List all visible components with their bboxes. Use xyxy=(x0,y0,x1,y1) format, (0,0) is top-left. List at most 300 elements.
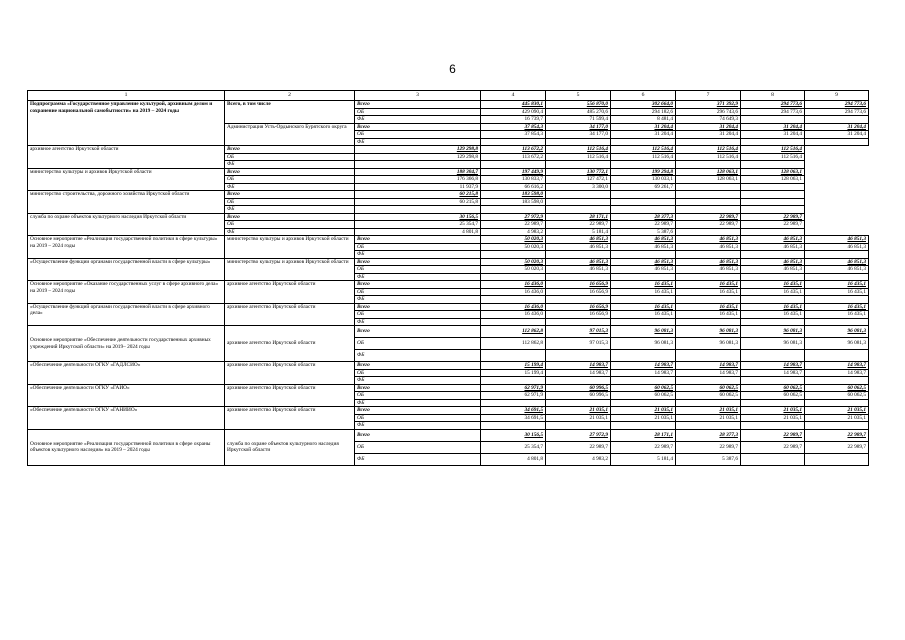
funding-source-cell: ФБ xyxy=(225,228,355,236)
header-cell: 5 xyxy=(546,91,611,101)
amount-cell: 112 516,4 xyxy=(611,153,676,161)
amount-cell: 16 435,1 xyxy=(676,288,741,296)
amount-cell: 69 261,7 xyxy=(611,183,676,191)
amount-cell: 21 035,1 xyxy=(611,407,676,415)
amount-cell: 183 598,0 xyxy=(481,198,546,206)
amount-cell: 62 971,9 xyxy=(481,384,546,392)
amount-cell: 21 035,1 xyxy=(546,407,611,415)
amount-cell xyxy=(546,377,611,385)
amount-cell: 31 204,4 xyxy=(805,131,869,139)
amount-cell: 14 983,7 xyxy=(676,369,741,377)
table-row xyxy=(28,236,869,244)
funding-source-cell: ОБ xyxy=(355,338,481,350)
amount-cell xyxy=(805,399,869,407)
amount-cell xyxy=(611,191,676,199)
program-name-cell: «Обеспечение деятельности ОГКУ «ГАИО» xyxy=(28,384,225,407)
program-name-cell: Основное мероприятие «Реализация государственной политики в сфере культуры» на 2019 – 2024 годы xyxy=(28,236,225,259)
amount-cell: 14 983,7 xyxy=(805,369,869,377)
amount-cell xyxy=(676,296,741,304)
executor-cell: министерство культуры и архивов Иркутской области xyxy=(28,168,225,191)
amount-cell: 31 204,4 xyxy=(805,123,869,131)
amount-cell: 14 983,7 xyxy=(741,369,805,377)
amount-cell: 371 392,9 xyxy=(676,101,741,109)
executor-cell: Администрация Усть-Ордынского Бурятского округа xyxy=(225,123,355,146)
amount-cell xyxy=(741,422,805,430)
amount-cell xyxy=(805,296,869,304)
header-row xyxy=(28,91,869,101)
amount-cell: 96 081,3 xyxy=(741,326,805,338)
amount-cell xyxy=(741,206,805,214)
funding-source-cell: ОБ xyxy=(355,108,481,116)
amount-cell: 46 851,3 xyxy=(805,236,869,244)
amount-cell: 96 081,3 xyxy=(805,326,869,338)
amount-cell: 16 435,1 xyxy=(676,281,741,289)
amount-cell: 16 435,1 xyxy=(676,303,741,311)
amount-cell: 46 851,3 xyxy=(546,266,611,274)
budget-table xyxy=(27,90,869,466)
amount-cell: 445 830,1 xyxy=(481,101,546,109)
amount-cell: 46 851,3 xyxy=(676,236,741,244)
amount-cell: 113 672,2 xyxy=(481,146,546,154)
funding-source-cell: ФБ xyxy=(225,206,355,214)
funding-source-cell: ФБ xyxy=(355,350,481,362)
amount-cell: 294 773,6 xyxy=(741,101,805,109)
amount-cell xyxy=(546,198,611,206)
amount-cell: 129 298,8 xyxy=(355,153,481,161)
table-row xyxy=(28,303,869,311)
amount-cell xyxy=(741,296,805,304)
amount-cell xyxy=(676,422,741,430)
amount-cell: 14 983,7 xyxy=(546,362,611,370)
funding-source-cell: ОБ xyxy=(225,198,355,206)
amount-cell: 71 599,4 xyxy=(546,116,611,124)
funding-source-cell: ФБ xyxy=(355,273,481,281)
amount-cell: 16 656,9 xyxy=(546,303,611,311)
amount-cell xyxy=(676,161,741,169)
amount-cell: 30 156,5 xyxy=(481,429,546,441)
funding-source-cell: Всего xyxy=(225,146,355,154)
amount-cell xyxy=(741,399,805,407)
amount-cell: 129 298,8 xyxy=(355,146,481,154)
amount-cell: 8 481,4 xyxy=(611,116,676,124)
program-name-cell: «Осуществление функции органами государственной власти в сфере культуры» xyxy=(28,258,225,281)
funding-source-cell: ОБ xyxy=(355,311,481,319)
amount-cell: 14 983,7 xyxy=(611,369,676,377)
header-cell: 8 xyxy=(741,91,805,101)
funding-source-cell: ОБ xyxy=(225,153,355,161)
executor-cell: архивное агентство Иркутской области xyxy=(225,281,355,304)
funding-source-cell: ФБ xyxy=(355,296,481,304)
amount-cell: 28 171,1 xyxy=(546,213,611,221)
amount-cell: 97 015,3 xyxy=(546,338,611,350)
amount-cell: 15 199,4 xyxy=(481,362,546,370)
amount-cell: 112 516,4 xyxy=(676,153,741,161)
amount-cell: 112 516,4 xyxy=(676,146,741,154)
amount-cell: 31 204,4 xyxy=(611,131,676,139)
executor-cell: служба по охране объектов культурного наследия Иркутской области xyxy=(225,429,355,465)
amount-cell: 4 983,2 xyxy=(481,228,546,236)
amount-cell: 50 020,3 xyxy=(481,236,546,244)
amount-cell: 130 772,1 xyxy=(546,168,611,176)
amount-cell: 16 435,1 xyxy=(741,303,805,311)
amount-cell: 485 270,6 xyxy=(546,108,611,116)
amount-cell: 128 063,1 xyxy=(741,168,805,176)
amount-cell: 16 435,1 xyxy=(741,288,805,296)
funding-source-cell: ФБ xyxy=(355,422,481,430)
amount-cell: 46 851,3 xyxy=(676,243,741,251)
funding-source-cell: ОБ xyxy=(355,288,481,296)
executor-cell: архивное агентство Иркутской области xyxy=(225,384,355,407)
amount-cell xyxy=(546,206,611,214)
funding-source-cell: ФБ xyxy=(355,453,481,465)
program-name-cell: «Обеспечение деятельности ОГКУ «ГАДЛСИО» xyxy=(28,362,225,385)
amount-cell: 16 435,1 xyxy=(611,311,676,319)
amount-cell xyxy=(741,377,805,385)
amount-cell: 5 181,4 xyxy=(611,453,676,465)
executor-cell: архивное агентство Иркутской области xyxy=(225,362,355,385)
amount-cell: 60 062,5 xyxy=(611,392,676,400)
funding-source-cell: Всего xyxy=(225,168,355,176)
amount-cell xyxy=(546,296,611,304)
amount-cell: 46 851,3 xyxy=(611,243,676,251)
amount-cell: 14 983,7 xyxy=(741,362,805,370)
amount-cell: 96 081,3 xyxy=(611,326,676,338)
amount-cell: 46 851,3 xyxy=(611,258,676,266)
amount-cell: 60 062,5 xyxy=(805,392,869,400)
amount-cell: 176 366,8 xyxy=(355,176,481,184)
funding-source-cell: Всего xyxy=(355,384,481,392)
amount-cell: 16 436,0 xyxy=(481,281,546,289)
amount-cell: 22 989,7 xyxy=(676,441,741,453)
amount-cell xyxy=(805,350,869,362)
table-row xyxy=(28,258,869,266)
amount-cell xyxy=(611,422,676,430)
amount-cell: 46 851,3 xyxy=(546,236,611,244)
amount-cell: 34 691,5 xyxy=(481,407,546,415)
amount-cell xyxy=(355,161,481,169)
amount-cell xyxy=(481,422,546,430)
amount-cell xyxy=(481,318,546,326)
amount-cell: 197 449,9 xyxy=(481,168,546,176)
amount-cell xyxy=(481,273,546,281)
amount-cell: 128 063,1 xyxy=(676,176,741,184)
amount-cell: 16 435,1 xyxy=(611,288,676,296)
amount-cell: 60 996,5 xyxy=(546,392,611,400)
amount-cell: 46 851,3 xyxy=(741,236,805,244)
amount-cell: 16 436,0 xyxy=(481,303,546,311)
amount-cell: 60 062,5 xyxy=(741,384,805,392)
amount-cell: 46 851,3 xyxy=(805,266,869,274)
amount-cell: 28 171,1 xyxy=(611,429,676,441)
table-row xyxy=(28,168,869,176)
amount-cell: 112 516,4 xyxy=(741,153,805,161)
amount-cell xyxy=(805,453,869,465)
amount-cell xyxy=(741,350,805,362)
amount-cell xyxy=(611,206,676,214)
amount-cell xyxy=(676,273,741,281)
amount-cell xyxy=(611,273,676,281)
amount-cell: 14 983,7 xyxy=(611,362,676,370)
executor-cell: министерство культуры и архивов Иркутской области xyxy=(225,236,355,259)
amount-cell: 22 989,7 xyxy=(481,221,546,229)
amount-cell xyxy=(611,296,676,304)
amount-cell: 16 435,1 xyxy=(805,288,869,296)
amount-cell xyxy=(546,350,611,362)
funding-source-cell: ОБ xyxy=(355,266,481,274)
amount-cell: 96 081,3 xyxy=(676,338,741,350)
amount-cell xyxy=(546,191,611,199)
amount-cell xyxy=(355,206,481,214)
amount-cell: 302 664,0 xyxy=(611,101,676,109)
executor-cell: архивное агентство Иркутской области xyxy=(225,303,355,326)
amount-cell: 112 862,8 xyxy=(481,338,546,350)
amount-cell xyxy=(805,318,869,326)
amount-cell xyxy=(676,138,741,146)
amount-cell: 46 851,3 xyxy=(805,258,869,266)
page-number: 6 xyxy=(449,62,456,76)
amount-cell: 294 773,6 xyxy=(805,101,869,109)
amount-cell: 112 516,4 xyxy=(546,146,611,154)
amount-cell: 16 436,0 xyxy=(481,288,546,296)
amount-cell: 16 435,1 xyxy=(805,303,869,311)
amount-cell xyxy=(676,183,741,191)
amount-cell xyxy=(741,116,805,124)
amount-cell xyxy=(676,251,741,259)
amount-cell xyxy=(611,318,676,326)
amount-cell: 22 989,7 xyxy=(611,221,676,229)
amount-cell: 4 801,8 xyxy=(481,453,546,465)
amount-cell: 50 020,3 xyxy=(481,258,546,266)
program-name-cell: «Обеспечение деятельности ОГКУ «ГАНИИО» xyxy=(28,407,225,430)
amount-cell: 60 062,5 xyxy=(676,384,741,392)
amount-cell xyxy=(741,191,805,199)
amount-cell: 5 387,6 xyxy=(611,228,676,236)
amount-cell: 22 989,7 xyxy=(676,213,741,221)
amount-cell: 46 851,3 xyxy=(741,243,805,251)
amount-cell: 31 204,4 xyxy=(611,123,676,131)
amount-cell: 16 435,1 xyxy=(676,311,741,319)
amount-cell xyxy=(546,161,611,169)
amount-cell: 3 300,0 xyxy=(546,183,611,191)
amount-cell: 46 851,3 xyxy=(805,243,869,251)
amount-cell xyxy=(676,206,741,214)
amount-cell: 22 989,7 xyxy=(805,441,869,453)
amount-cell xyxy=(611,399,676,407)
amount-cell xyxy=(546,399,611,407)
amount-cell: 96 081,3 xyxy=(611,338,676,350)
amount-cell: 556 870,0 xyxy=(546,101,611,109)
amount-cell: 16 656,9 xyxy=(546,311,611,319)
amount-cell: 5 181,4 xyxy=(546,228,611,236)
amount-cell: 25 354,7 xyxy=(481,441,546,453)
amount-cell: 46 851,3 xyxy=(546,258,611,266)
amount-cell: 46 851,3 xyxy=(611,266,676,274)
amount-cell: 183 598,0 xyxy=(481,191,546,199)
amount-cell xyxy=(741,251,805,259)
amount-cell xyxy=(741,183,805,191)
header-cell: 6 xyxy=(611,91,676,101)
amount-cell: 60 062,5 xyxy=(611,384,676,392)
amount-cell xyxy=(481,161,546,169)
amount-cell: 14 983,7 xyxy=(676,362,741,370)
amount-cell: 46 851,3 xyxy=(676,266,741,274)
amount-cell xyxy=(741,453,805,465)
amount-cell: 112 862,8 xyxy=(481,326,546,338)
amount-cell: 4 801,8 xyxy=(355,228,481,236)
amount-cell xyxy=(805,422,869,430)
amount-cell: 21 035,1 xyxy=(676,407,741,415)
program-name-cell: Основное мероприятие «Обеспечение деятельности государственных архивных учреждений Иркутской области» на 2019– 2024 годы xyxy=(28,326,225,362)
amount-cell xyxy=(481,399,546,407)
amount-cell xyxy=(546,318,611,326)
funding-source-cell: ОБ xyxy=(355,414,481,422)
amount-cell: 60 062,5 xyxy=(676,392,741,400)
funding-source-cell: ОБ xyxy=(225,221,355,229)
amount-cell: 60 996,5 xyxy=(546,384,611,392)
amount-cell xyxy=(805,251,869,259)
amount-cell: 97 015,3 xyxy=(546,326,611,338)
executor-cell: министерство культуры и архивов Иркутской области xyxy=(225,258,355,281)
amount-cell: 130 833,7 xyxy=(481,176,546,184)
funding-source-cell: ОБ xyxy=(225,176,355,184)
amount-cell: 28 377,3 xyxy=(676,429,741,441)
amount-cell xyxy=(741,198,805,206)
program-name-cell: Основное мероприятие «Оказание государственных услуг в сфере архивного дела» на 2019 – 2024 годы xyxy=(28,281,225,304)
amount-cell: 294 773,6 xyxy=(805,108,869,116)
header-cell: 9 xyxy=(805,91,869,101)
funding-source-cell: Всего xyxy=(355,326,481,338)
amount-cell: 60 062,5 xyxy=(741,392,805,400)
amount-cell: 31 204,4 xyxy=(741,131,805,139)
funding-source-cell: ФБ xyxy=(225,161,355,169)
amount-cell: 21 035,1 xyxy=(805,407,869,415)
amount-cell: 96 081,3 xyxy=(741,338,805,350)
amount-cell: 22 989,7 xyxy=(546,221,611,229)
amount-cell: 15 199,4 xyxy=(481,369,546,377)
amount-cell: 16 435,1 xyxy=(741,311,805,319)
amount-cell xyxy=(676,399,741,407)
funding-source-cell: Всего xyxy=(225,213,355,221)
amount-cell: 22 989,7 xyxy=(805,429,869,441)
executor-cell: архивное агентство Иркутской области xyxy=(28,146,225,169)
header-cell: 1 xyxy=(28,91,225,101)
amount-cell: 46 851,3 xyxy=(546,243,611,251)
amount-cell xyxy=(676,377,741,385)
amount-cell: 5 387,6 xyxy=(676,453,741,465)
amount-cell: 27 972,9 xyxy=(481,213,546,221)
table-row xyxy=(28,326,869,338)
amount-cell: 96 081,3 xyxy=(805,338,869,350)
amount-cell: 16 435,1 xyxy=(611,281,676,289)
amount-cell: 11 937,9 xyxy=(355,183,481,191)
amount-cell: 46 851,3 xyxy=(741,266,805,274)
amount-cell: 21 035,1 xyxy=(676,414,741,422)
amount-cell: 188 304,7 xyxy=(355,168,481,176)
amount-cell: 296 743,6 xyxy=(676,108,741,116)
executor-cell: министерство строительства, дорожного хозяйства Иркутской области xyxy=(28,191,225,214)
amount-cell xyxy=(676,318,741,326)
amount-cell: 199 294,8 xyxy=(611,168,676,176)
amount-cell xyxy=(676,198,741,206)
amount-cell: 22 989,7 xyxy=(546,441,611,453)
amount-cell: 14 983,7 xyxy=(805,362,869,370)
amount-cell: 16 435,1 xyxy=(805,311,869,319)
amount-cell xyxy=(676,350,741,362)
amount-cell: 60 215,8 xyxy=(355,198,481,206)
amount-cell: 34 177,0 xyxy=(546,131,611,139)
amount-cell xyxy=(805,273,869,281)
amount-cell: 16 739,7 xyxy=(481,116,546,124)
amount-cell: 14 983,7 xyxy=(546,369,611,377)
amount-cell: 34 177,0 xyxy=(546,123,611,131)
table-row xyxy=(28,407,869,415)
executor-cell: архивное агентство Иркутской области xyxy=(225,326,355,362)
amount-cell xyxy=(546,422,611,430)
amount-cell: 60 062,5 xyxy=(805,384,869,392)
amount-cell: 16 436,0 xyxy=(481,311,546,319)
amount-cell: 16 435,1 xyxy=(741,281,805,289)
funding-source-cell: ОБ xyxy=(355,131,481,139)
amount-cell xyxy=(546,138,611,146)
funding-source-cell: Всего xyxy=(355,281,481,289)
funding-source-cell: ФБ xyxy=(355,377,481,385)
funding-source-cell: Всего xyxy=(355,362,481,370)
amount-cell: 112 516,4 xyxy=(546,153,611,161)
program-name-cell: «Осуществление функций органами государственной власти в сфере архивного дела» xyxy=(28,303,225,326)
funding-source-cell: Всего xyxy=(355,258,481,266)
amount-cell xyxy=(741,161,805,169)
amount-cell: 22 989,7 xyxy=(676,221,741,229)
amount-cell: 21 035,1 xyxy=(611,414,676,422)
amount-cell: 429 090,4 xyxy=(481,108,546,116)
amount-cell xyxy=(481,350,546,362)
program-name-cell: Основное мероприятие «Реализация государственной политики в сфере охраны объектов культурного наследия» на 2019 – 2024 годы xyxy=(28,429,225,465)
amount-cell: 22 989,7 xyxy=(741,213,805,221)
funding-source-cell: ОБ xyxy=(355,441,481,453)
funding-source-cell: ФБ xyxy=(355,116,481,124)
amount-cell: 128 063,1 xyxy=(741,176,805,184)
funding-source-cell: ОБ xyxy=(355,243,481,251)
amount-cell xyxy=(805,377,869,385)
amount-cell: 294 773,6 xyxy=(741,108,805,116)
table-row xyxy=(28,429,869,441)
amount-cell: 16 656,9 xyxy=(546,288,611,296)
funding-source-cell: ОБ xyxy=(355,369,481,377)
amount-cell: 34 691,5 xyxy=(481,414,546,422)
amount-cell: 113 672,2 xyxy=(481,153,546,161)
amount-cell: 16 435,1 xyxy=(611,303,676,311)
amount-cell: 50 020,3 xyxy=(481,266,546,274)
executor-cell: Всего, в том числе xyxy=(225,101,355,124)
amount-cell: 21 035,1 xyxy=(741,407,805,415)
funding-source-cell: Всего xyxy=(355,429,481,441)
funding-source-cell: Всего xyxy=(355,236,481,244)
amount-cell: 16 435,1 xyxy=(805,281,869,289)
table-row xyxy=(28,362,869,370)
amount-cell xyxy=(611,161,676,169)
amount-cell: 127 472,1 xyxy=(546,176,611,184)
funding-source-cell: ФБ xyxy=(355,138,481,146)
table-row xyxy=(28,101,869,109)
amount-cell: 21 035,1 xyxy=(741,414,805,422)
amount-cell: 50 020,3 xyxy=(481,243,546,251)
amount-cell: 128 063,1 xyxy=(676,168,741,176)
amount-cell: 4 983,2 xyxy=(546,453,611,465)
funding-source-cell: Всего xyxy=(355,123,481,131)
table-row xyxy=(28,146,869,154)
amount-cell xyxy=(611,377,676,385)
amount-cell xyxy=(676,228,741,236)
